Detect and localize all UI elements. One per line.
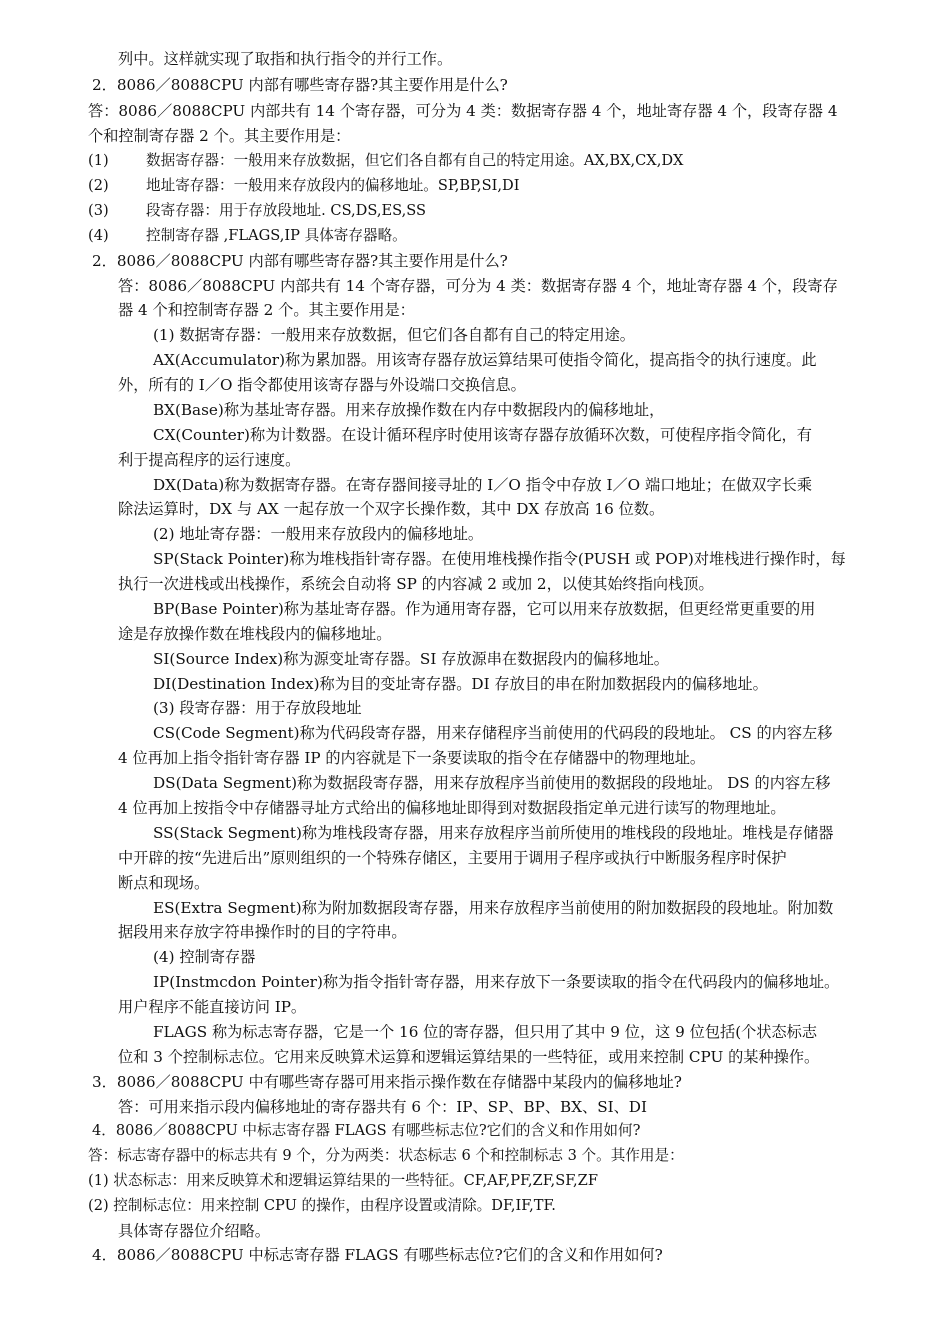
list-item: (2) 控制标志位：用来控制 CPU 的操作，由程序设置或清除。DF,IF,TF. [88,1197,556,1214]
list-item [88,151,683,171]
text-line: 断点和现场。 [118,874,210,892]
text-line: 列中。这样就实现了取指和执行指令的并行工作。 [118,50,453,68]
question-heading: 4．8086／8088CPU 中标志寄存器 FLAGS 有哪些标志位?它们的含义和作用如何? [92,1122,641,1139]
text-line: 中开辟的按“先进后出”原则组织的一个特殊存储区，主要用于调用子程序或执行中断服务程序时保护 [118,849,787,867]
list-number: (3) [88,202,109,219]
text-line: 用户程序不能直接访问 IP。 [118,998,307,1016]
text-line: 4 位再加上指令指针寄存器 IP 的内容就是下一条要读取的指令在存储器中的物理地址。 [118,749,706,767]
text-line: BX(Base)称为基址寄存器。用来存放操作数在内存中数据段内的偏移地址， [153,401,665,419]
text-line: 利于提高程序的运行速度。 [118,451,301,469]
text-line: BP(Base Pointer)称为基址寄存器。作为通用寄存器，它可以用来存放数据，但更经常更重要的用 [153,600,816,618]
answer-line: 答：8086／8088CPU 内部共有 14 个寄存器，可分为 4 类：数据寄存器 4 个，地址寄存器 4 个，段寄存 [118,277,838,295]
list-number: (4) [88,227,109,244]
text-line: SI(Source Index)称为源变址寄存器。SI 存放源串在数据段内的偏移地址。 [153,650,669,668]
text-line: FLAGS 称为标志寄存器，它是一个 16 位的寄存器，但只用了其中 9 位，这 9 位包括(个状态标志 [153,1023,818,1041]
answer-line: 答：可用来指示段内偏移地址的寄存器共有 6 个：IP、SP、BP、BX、SI、DI [118,1098,647,1116]
subheading: (2) 地址寄存器：一般用来存放段内的偏移地址。 [153,525,484,543]
text-line: CX(Counter)称为计数器。在设计循环程序时使用该寄存器存放循环次数，可使程序指令简化，有 [153,426,812,444]
list-number: (2) [88,177,109,194]
answer-line: 答：标志寄存器中的标志共有 9 个，分为两类：状态标志 6 个和控制标志 3 个。其作用是： [88,1147,684,1164]
list-text: 数据寄存器：一般用来存放数据，但它们各自都有自己的特定用途。AX,BX,CX,DX [146,152,684,169]
list-text: 段寄存器：用于存放段地址. CS,DS,ES,SS [146,202,427,219]
question-heading: 4．8086／8088CPU 中标志寄存器 FLAGS 有哪些标志位?它们的含义和作用如何? [92,1246,663,1264]
subheading: (1) 数据寄存器：一般用来存放数据，但它们各自都有自己的特定用途。 [153,326,635,344]
text-line: ES(Extra Segment)称为附加数据段寄存器，用来存放程序当前使用的附加数据段的段地址。附加数 [153,899,834,917]
text-line: 除法运算时，DX 与 AX 一起存放一个双字长操作数，其中 DX 存放高 16 位数。 [118,500,665,518]
question-heading: 3．8086／8088CPU 中有哪些寄存器可用来指示操作数在存储器中某段内的偏移地址? [92,1073,682,1091]
list-item [88,226,407,246]
text-line: 个和控制寄存器 2 个。其主要作用是： [88,127,351,145]
text-line: DS(Data Segment)称为数据段寄存器，用来存放程序当前使用的数据段的段地址。 DS 的内容左移 [153,774,831,792]
list-item: (1) 状态标志：用来反映算术和逻辑运算结果的一些特征。CF,AF,PF,ZF,SF,ZF [88,1172,598,1189]
question-heading: 2．8086／8088CPU 内部有哪些寄存器?其主要作用是什么? [92,252,508,270]
text-line: IP(Instmcdon Pointer)称为指令指针寄存器，用来存放下一条要读取的指令在代码段内的偏移地址。 [153,973,840,991]
list-number: (1) [88,152,109,169]
list-item [88,201,426,221]
list-text: 地址寄存器：一般用来存放段内的偏移地址。SP,BP,SI,DI [146,177,520,194]
text-line: DI(Destination Index)称为目的变址寄存器。DI 存放目的串在附加数据段内的偏移地址。 [153,675,768,693]
text-line: 器 4 个和控制寄存器 2 个。其主要作用是： [118,301,415,319]
text-line: 途是存放操作数在堆栈段内的偏移地址。 [118,625,392,643]
text-line: 外，所有的 I／O 指令都使用该寄存器与外设端口交换信息。 [118,376,526,394]
text-line: 执行一次进栈或出栈操作，系统会自动将 SP 的内容减 2 或加 2，以使其始终指向栈顶。 [118,575,714,593]
list-text: 控制寄存器 ,FLAGS,IP 具体寄存器略。 [146,227,407,244]
subheading: (3) 段寄存器：用于存放段地址 [153,699,362,717]
text-line: DX(Data)称为数据寄存器。在寄存器间接寻址的 I／O 指令中存放 I／O 端口地址；在做双字长乘 [153,476,813,494]
subheading: (4) 控制寄存器 [153,948,256,966]
question-heading: 2．8086／8088CPU 内部有哪些寄存器?其主要作用是什么? [92,76,508,94]
list-item [88,176,519,196]
text-line: 据段用来存放字符串操作时的目的字符串。 [118,923,407,941]
text-line: SP(Stack Pointer)称为堆栈指针寄存器。在使用堆栈操作指令(PUSH 或 POP)对堆栈进行操作时，每 [153,550,846,568]
text-line: 位和 3 个控制标志位。它用来反映算术运算和逻辑运算结果的一些特征，或用来控制 CPU 的某种操作。 [118,1048,820,1066]
text-line: SS(Stack Segment)称为堆栈段寄存器，用来存放程序当前所使用的堆栈段的段地址。堆栈是存储器 [153,824,834,842]
text-line: AX(Accumulator)称为累加器。用该寄存器存放运算结果可使指令简化，提高指令的执行速度。此 [153,351,817,369]
answer-line: 答：8086／8088CPU 内部共有 14 个寄存器，可分为 4 类：数据寄存器 4 个，地址寄存器 4 个，段寄存器 4 [88,102,838,120]
text-line: 具体寄存器位介绍略。 [118,1222,270,1240]
text-line: 4 位再加上按指令中存储器寻址方式给出的偏移地址即得到对数据段指定单元进行读写的物理地址。 [118,799,786,817]
text-line: CS(Code Segment)称为代码段寄存器，用来存储程序当前使用的代码段的段地址。 CS 的内容左移 [153,724,833,742]
